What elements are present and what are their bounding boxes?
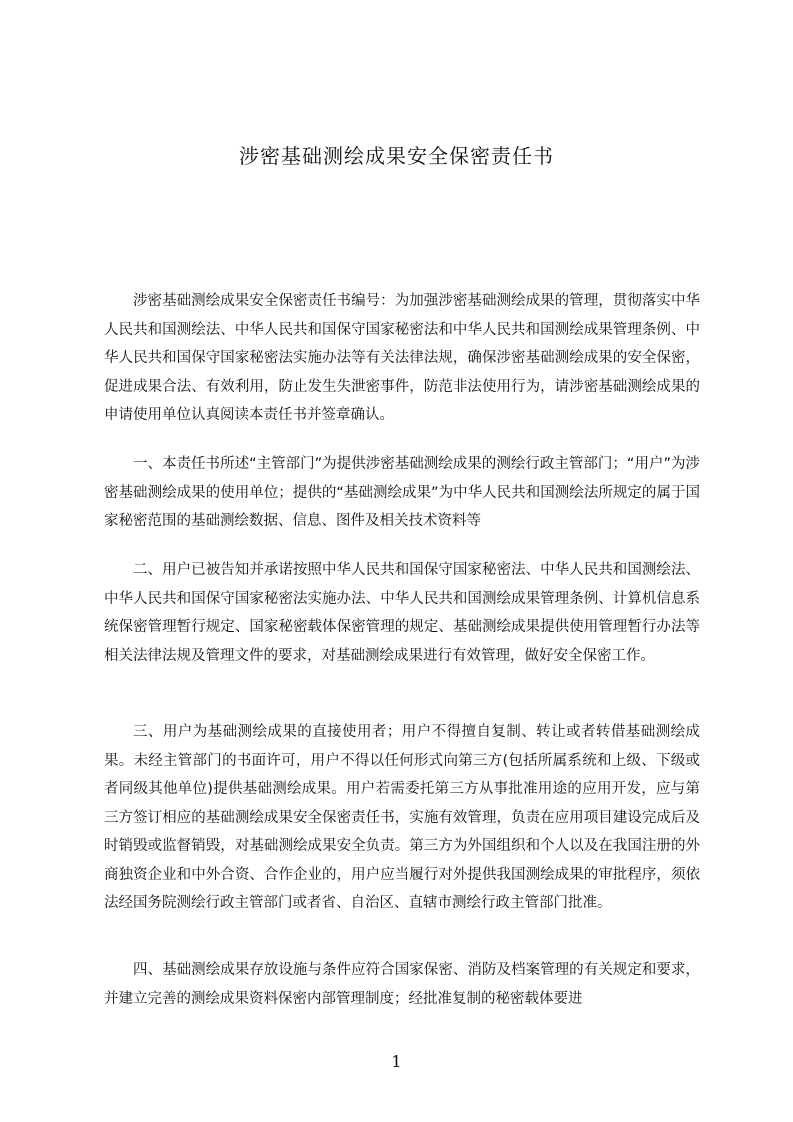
intro-paragraph: 涉密基础测绘成果安全保密责任书编号：为加强涉密基础测绘成果的管理，贯彻落实中华人民共和国测绘法、中华人民共和国保守国家秘密法和中华人民共和国测绘成果管理条例、中华人民共和国保守国家秘密法实施办法等有关法律法规，确保涉密基础测绘成果的安全保密，促进成果合法、有效利用，防止发生失泄密事件，防范非法使用行为，请涉密基础测绘成果的申请使用单位认真阅读本责任书并签章确认。: [104, 293, 700, 423]
clause-1-paragraph: 一、本责任书所述“主管部门”为提供涉密基础测绘成果的测绘行政主管部门；“用户”为涉密基础测绘成果的使用单位；提供的“基础测绘成果”为中华人民共和国测绘法所规定的属于国家秘密范围的基础测绘数据、信息、图件及相关技术资料等: [104, 456, 700, 529]
clause-3-paragraph: 三、用户为基础测绘成果的直接使用者；用户不得擅自复制、转让或者转借基础测绘成果。未经主管部门的书面许可，用户不得以任何形式向第三方(包括所属系统和上级、下级或者同级其他单位)提供基础测绘成果。用户若需委托第三方从事批准用途的应用开发，应与第三方签订相应的基础测绘成果安全保密责任书，实施有效管理，负责在应用项目建设完成后及时销毁或监督销毁，对基础测绘成果安全负责。第三方为外国组织和个人以及在我国注册的外商独资企业和中外合资、合作企业的，用户应当履行对外提供我国测绘成果的审批程序，须依法经国务院测绘行政主管部门或者省、自治区、直辖市测绘行政主管部门批准。: [104, 724, 700, 911]
clause-2-paragraph: 二、用户已被告知并承诺按照中华人民共和国保守国家秘密法、中华人民共和国测绘法、中华人民共和国保守国家秘密法实施办法、中华人民共和国测绘成果管理条例、计算机信息系统保密管理暂行规定、国家秘密载体保密管理的规定、基础测绘成果提供使用管理暂行办法等相关法律法规及管理文件的要求，对基础测绘成果进行有效管理，做好安全保密工作。: [104, 562, 700, 664]
page-number: 1: [391, 1052, 402, 1071]
document-title: 涉密基础测绘成果安全保密责任书: [239, 144, 554, 168]
clause-4-paragraph: 四、基础测绘成果存放设施与条件应符合国家保密、消防及档案管理的有关规定和要求，并建立完善的测绘成果资料保密内部管理制度；经批准复制的秘密载体要进: [104, 962, 700, 1007]
